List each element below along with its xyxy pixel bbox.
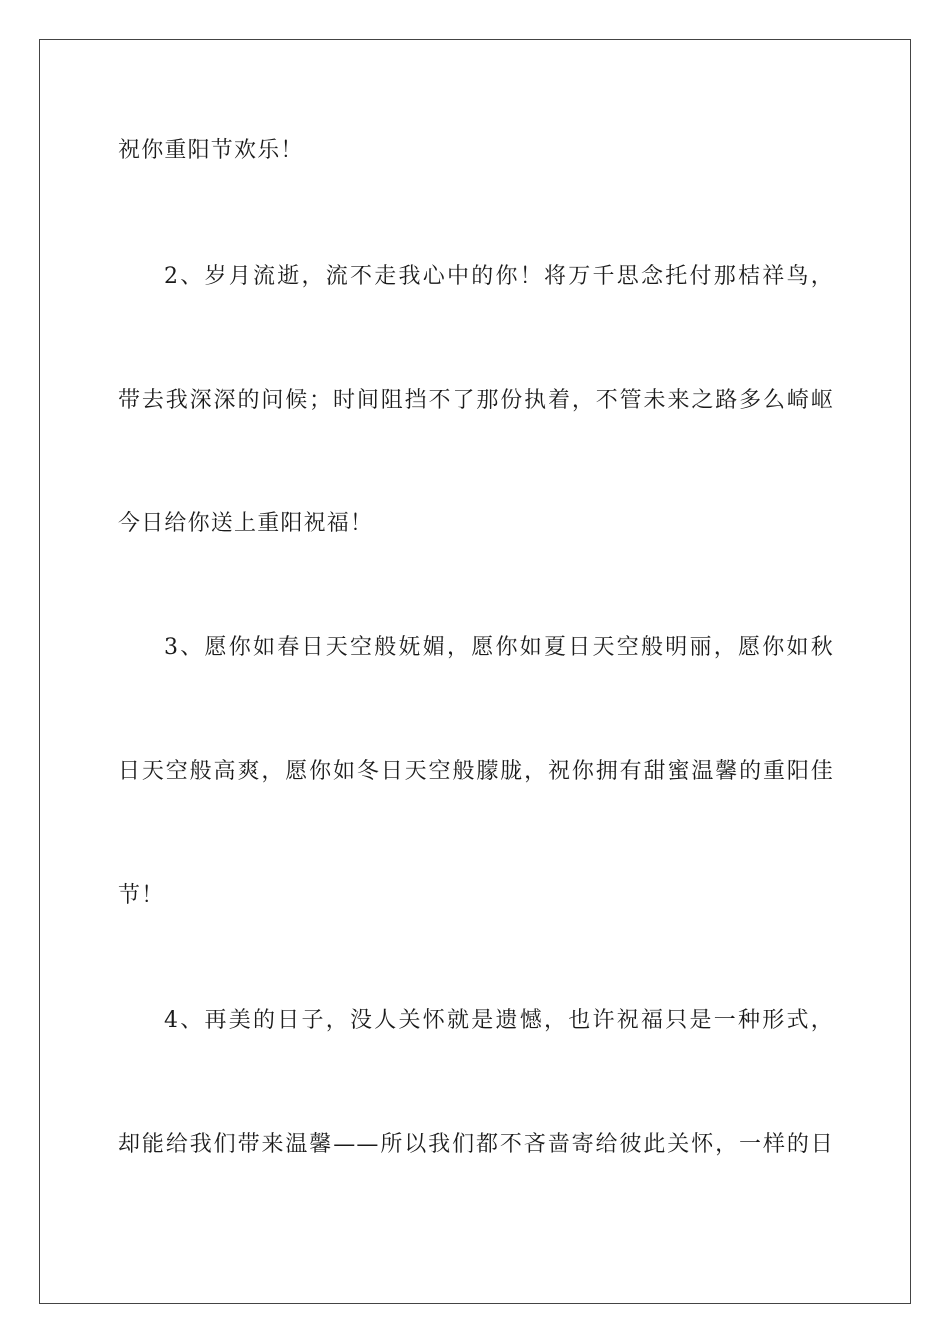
text-line-9: 却能给我们带来温馨——所以我们都不吝啬寄给彼此关怀，一样的日	[118, 1132, 834, 1157]
text-line-5: 3、愿你如春日天空般妩媚，愿你如夏日天空般明丽，愿你如秋	[164, 635, 834, 660]
text-line-3: 带去我深深的问候；时间阻挡不了那份执着，不管未来之路多么崎岖	[118, 388, 834, 413]
text-line-7: 节！	[118, 883, 165, 908]
page-border	[39, 39, 911, 1304]
text-line-1: 祝你重阳节欢乐！	[118, 138, 304, 163]
text-line-8: 4、再美的日子，没人关怀就是遗憾，也许祝福只是一种形式，	[164, 1008, 834, 1033]
text-line-4: 今日给你送上重阳祝福！	[118, 511, 374, 536]
text-line-2: 2、岁月流逝，流不走我心中的你！将万千思念托付那桔祥鸟，	[164, 264, 834, 289]
text-line-6: 日天空般高爽，愿你如冬日天空般朦胧，祝你拥有甜蜜温馨的重阳佳	[118, 759, 834, 784]
